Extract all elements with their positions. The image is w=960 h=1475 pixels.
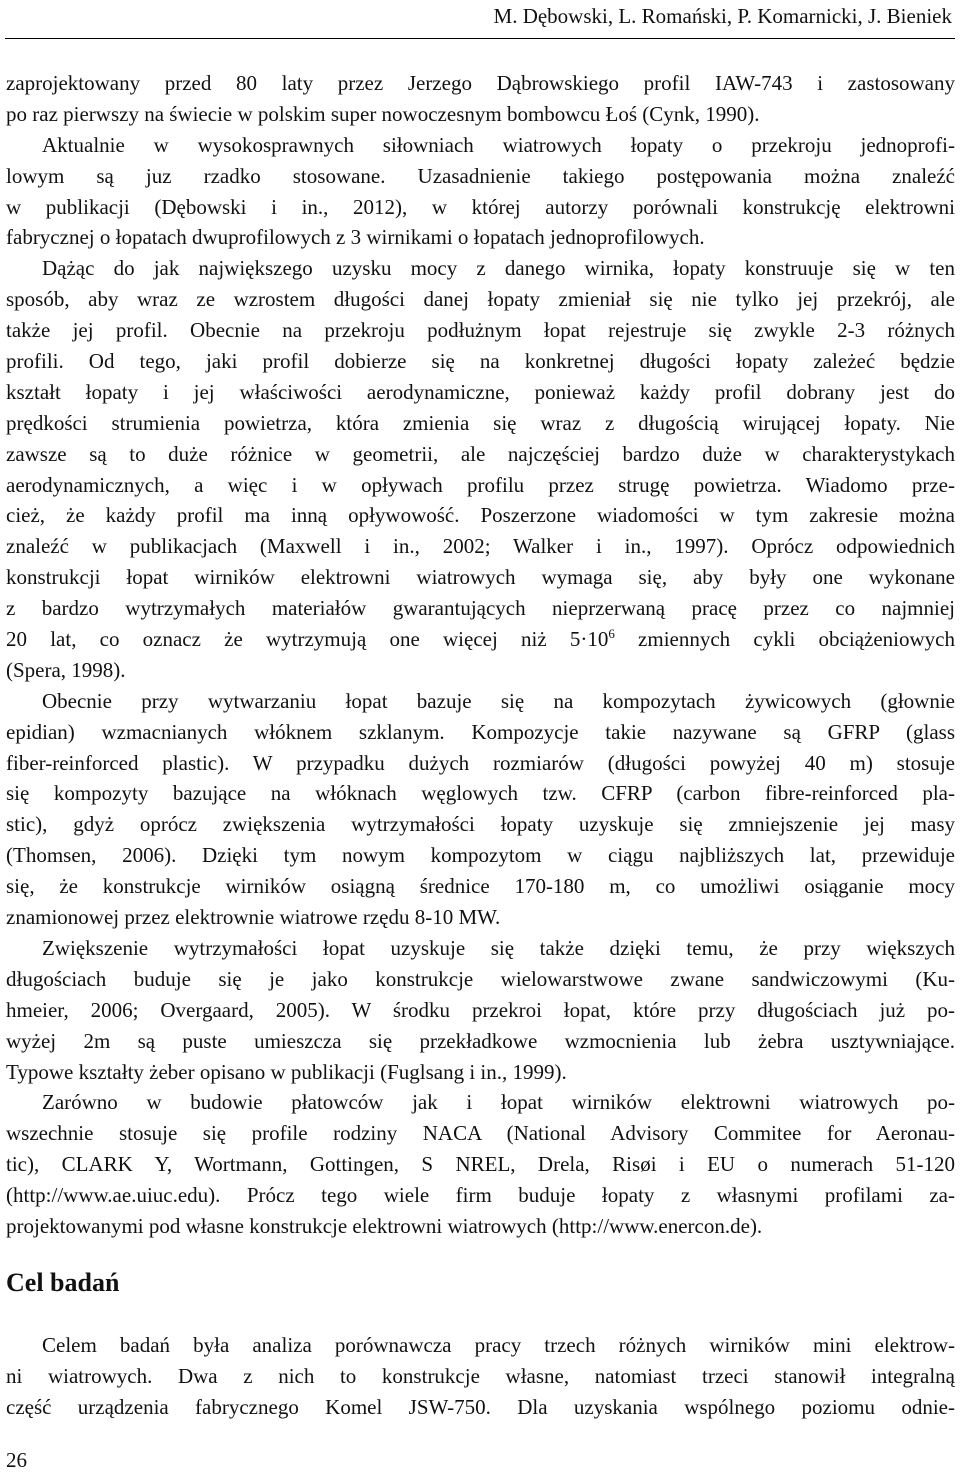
text-line: się kompozyty bazujące na włóknach węglowych tzw. CFRP (carbon fibre-reinforced pla-	[6, 781, 955, 806]
text-line: kształt łopaty i jej właściwości aerodynamiczne, ponieważ każdy profil dobrany jest do	[6, 379, 955, 404]
text-line: po raz pierwszy na świecie w polskim super nowoczesnym bombowcu Łoś (Cynk, 1990).	[6, 101, 760, 126]
body-text	[6, 68, 955, 1242]
text-line: Zarówno w budowie płatowców jak i łopat wirników elektrowni wiatrowych po-	[42, 1090, 955, 1115]
text-line: wyżej 2m są puste umieszcza się przekładkowe wzmocnienia lub żebra usztywniające.	[6, 1028, 955, 1053]
header-rule	[5, 38, 955, 39]
text-line: fabrycznej o łopatach dwuprofilowych z 3 wirnikami o łopatach jednoprofilowych.	[6, 225, 705, 250]
text-line: znamionowej przez elektrownie wiatrowe rzędu 8-10 MW.	[6, 905, 501, 930]
text-line: cież, że każdy profil ma inną opływowość. Poszerzone wiadomości w tym zakresie można	[6, 503, 955, 528]
text-line: (Spera, 1998).	[6, 657, 126, 682]
text-line: wszechnie stosuje się profile rodziny NACA (National Advisory Commitee for Aeronau-	[6, 1121, 955, 1146]
text-line: tic), CLARK Y, Wortmann, Gottingen, S NREL, Drela, Risøi i EU o numerach 51-120	[6, 1152, 955, 1177]
text-line: długościach buduje się je jako konstrukcje wielowarstwowe zwane sandwiczowymi (Ku-	[6, 966, 955, 991]
text-line: projektowanymi pod własne konstrukcje elektrowni wiatrowych (http://www.enercon.de).	[6, 1213, 763, 1238]
section-heading: Cel badań	[6, 1268, 120, 1297]
text-line: w publikacji (Dębowski i in., 2012), w której autorzy porównali konstrukcję elektrowni	[6, 194, 955, 219]
text-line: także jej profil. Obecnie na przekroju podłużnym łopat rejestruje się zwykle 2-3 różnych	[6, 318, 955, 343]
text-line: (http://www.ae.uiuc.edu). Prócz tego wiele firm buduje łopaty z własnymi profilami za-	[6, 1183, 955, 1208]
text-line: część urządzenia fabrycznego Komel JSW-750. Dla uzyskania wspólnego poziomu odnie-	[6, 1394, 955, 1419]
text-line: epidian) wzmacnianych włóknem szklanym. Kompozycje takie nazywane są GFRP (glass	[6, 719, 955, 744]
text-line: (Thomsen, 2006). Dzięki tym nowym kompozytom w ciągu najbliższych lat, przewiduje	[6, 843, 955, 868]
text-line: 20 lat, co oznacz że wytrzymują one więcej niż $5\cdot 10^6$ zmiennych cykli obciążeniowych	[6, 626, 955, 652]
text-line: Aktualnie w wysokosprawnych siłowniach wiatrowych łopaty o przekroju jednoprofi-	[42, 132, 955, 157]
text-line: lowym są juz rzadko stosowane. Uzasadnienie takiego postępowania można znaleźć	[6, 163, 955, 188]
text-line: hmeier, 2006; Overgaard, 2005). W środku przekroi łopat, które przy długościach już po-	[6, 997, 955, 1022]
text-line: sposób, aby wraz ze wzrostem długości danej łopaty zmieniał się nie tylko jej przekrój, ale	[6, 287, 955, 312]
page-number: 26	[6, 1448, 27, 1472]
text-line: się, że konstrukcje wirników osiągną średnice 170-180 m, co umożliwi osiąganie mocy	[6, 874, 955, 899]
text-line: zawsze są to duże różnice w geometrii, ale najczęściej bardzo duże w charakterystykach	[6, 441, 955, 466]
text-line: Obecnie przy wytwarzaniu łopat bazuje się na kompozytach żywicowych (głownie	[42, 688, 955, 713]
text-line: ni wiatrowych. Dwa z nich to konstrukcje własne, natomiast trzeci stanowił integralną	[6, 1363, 955, 1388]
text-line: Dążąc do jak największego uzysku mocy z danego wirnika, łopaty konstruuje się w ten	[42, 256, 955, 281]
text-line: prędkości strumienia powietrza, która zmienia się wraz z długością wirującej łopaty. Nie	[6, 410, 955, 435]
text-line: znaleźć w publikacjach (Maxwell i in., 2002; Walker i in., 1997). Oprócz odpowiednich	[6, 534, 955, 559]
text-line: aerodynamicznych, a więc i w opływach profilu przez strugę powietrza. Wiadomo prze-	[6, 472, 955, 497]
exponent: 6	[608, 626, 615, 642]
text-line: Celem badań była analiza porównawcza pracy trzech różnych wirników mini elektrow-	[42, 1333, 955, 1357]
running-header-authors: M. Dębowski, L. Romański, P. Komarnicki, J. Bieniek	[493, 4, 952, 28]
text-line: Zwiększenie wytrzymałości łopat uzyskuje się także dzięki temu, że przy większych	[42, 935, 955, 960]
text-line: profili. Od tego, jaki profil dobierze się na konkretnej długości łopaty zależeć będzie	[6, 349, 955, 374]
section-body-text	[6, 1330, 955, 1423]
text-line: z bardzo wytrzymałych materiałów gwarantujących nieprzerwaną pracę przez co najmniej	[6, 596, 955, 621]
text-line: stic), gdyż oprócz zwiększenia wytrzymałości łopaty uzyskuje się zmniejszenie jej masy	[6, 812, 955, 837]
text-line: konstrukcji łopat wirników elektrowni wiatrowych wymaga się, aby były one wykonane	[6, 565, 955, 590]
text-line: fiber-reinforced plastic). W przypadku dużych rozmiarów (długości powyżej 40 m) stosuje	[6, 750, 955, 775]
text-line: Typowe kształty żeber opisano w publikacji (Fuglsang i in., 1999).	[6, 1059, 567, 1084]
text-line: zaprojektowany przed 80 laty przez Jerzego Dąbrowskiego profil IAW-743 i zastosowany	[6, 71, 955, 95]
